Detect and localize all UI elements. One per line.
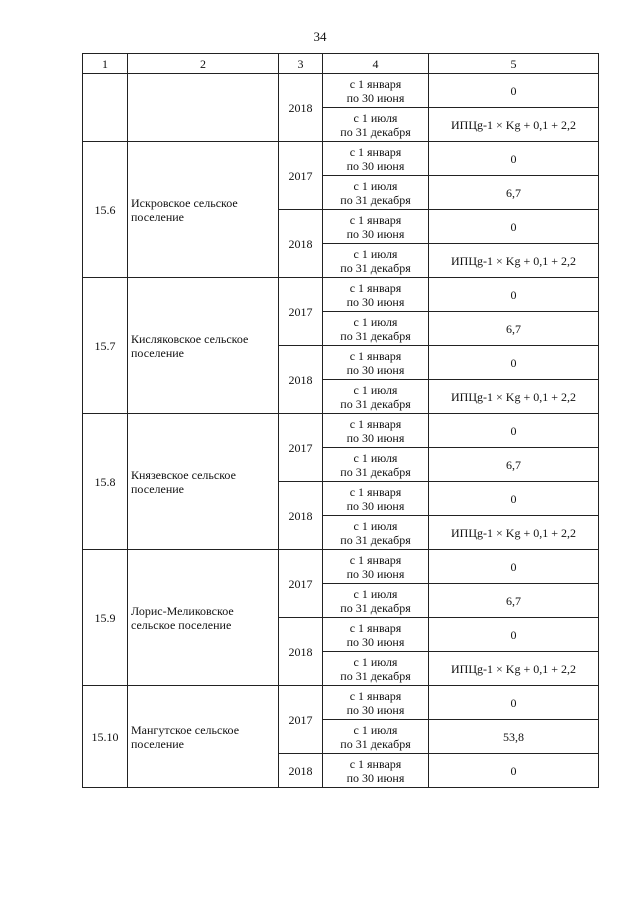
period-start-text: с 1 июля [353, 586, 398, 601]
period-start-text: с 1 января [349, 756, 402, 771]
period-cell [323, 312, 429, 346]
period-end-text: по 31 декабря [340, 124, 411, 139]
value-cell: ИПЦg-1 × Kg + 0,1 + 2,2 [429, 652, 599, 686]
period-start-text: с 1 января [349, 688, 402, 703]
period-end-text: по 30 июня [346, 158, 405, 173]
period-end-text: по 30 июня [346, 566, 405, 581]
column-header: 3 [279, 54, 323, 74]
year-cell: 2017 [279, 142, 323, 210]
settlement-number-cell: 15.6 [83, 142, 128, 278]
period-end-text: по 30 июня [346, 90, 405, 105]
value-cell: 0 [429, 618, 599, 652]
value-cell: ИПЦg-1 × Kg + 0,1 + 2,2 [429, 380, 599, 414]
period-start-text: с 1 июля [353, 722, 398, 737]
year-cell: 2018 [279, 346, 323, 414]
settlement-name-cell: Князевское сельское поселение [128, 414, 279, 550]
period-end-text: по 30 июня [346, 634, 405, 649]
settlement-name-cell: Мангутское сельское поселение [128, 686, 279, 788]
value-cell: ИПЦg-1 × Kg + 0,1 + 2,2 [429, 516, 599, 550]
column-header: 2 [128, 54, 279, 74]
period-end-text: по 31 декабря [340, 600, 411, 615]
table-row [83, 278, 599, 312]
period-start-text: с 1 января [349, 552, 402, 567]
column-header: 1 [83, 54, 128, 74]
settlement-name-cell: Искровское сельское поселение [128, 142, 279, 278]
settlement-number-cell: 15.8 [83, 414, 128, 550]
period-cell [323, 618, 429, 652]
settlement-name-cell: Кисляковское сельское поселение [128, 278, 279, 414]
value-cell: 6,7 [429, 312, 599, 346]
settlement-number-cell: 15.10 [83, 686, 128, 788]
period-cell [323, 482, 429, 516]
period-start-text: с 1 января [349, 416, 402, 431]
period-start-text: с 1 июля [353, 314, 398, 329]
settlement-number-cell: 15.7 [83, 278, 128, 414]
period-end-text: по 31 декабря [340, 328, 411, 343]
period-cell [323, 414, 429, 448]
year-cell: 2018 [279, 210, 323, 278]
table-body [83, 74, 599, 788]
value-cell: 0 [429, 278, 599, 312]
period-cell [323, 584, 429, 618]
period-start-text: с 1 января [349, 144, 402, 159]
value-cell: 0 [429, 686, 599, 720]
period-cell [323, 686, 429, 720]
period-start-text: с 1 июля [353, 654, 398, 669]
value-cell: ИПЦg-1 × Kg + 0,1 + 2,2 [429, 108, 599, 142]
period-start-text: с 1 января [349, 212, 402, 227]
period-end-text: по 31 декабря [340, 668, 411, 683]
period-end-text: по 31 декабря [340, 532, 411, 547]
value-cell: 0 [429, 550, 599, 584]
period-start-text: с 1 января [349, 76, 402, 91]
period-start-text: с 1 июля [353, 518, 398, 533]
settlement-number-cell [83, 74, 128, 142]
period-start-text: с 1 июля [353, 110, 398, 125]
period-cell [323, 754, 429, 788]
period-cell [323, 278, 429, 312]
period-end-text: по 31 декабря [340, 192, 411, 207]
tariff-table [82, 53, 599, 788]
period-start-text: с 1 июля [353, 178, 398, 193]
period-start-text: с 1 июля [353, 382, 398, 397]
settlement-name-cell: Лорис-Меликовское сельское поселение [128, 550, 279, 686]
period-cell [323, 550, 429, 584]
period-end-text: по 30 июня [346, 702, 405, 717]
settlement-name-cell [128, 74, 279, 142]
period-start-text: с 1 января [349, 280, 402, 295]
period-cell [323, 720, 429, 754]
period-end-text: по 30 июня [346, 226, 405, 241]
value-cell: 0 [429, 414, 599, 448]
year-cell: 2017 [279, 278, 323, 346]
period-start-text: с 1 января [349, 348, 402, 363]
year-cell: 2018 [279, 482, 323, 550]
settlement-number-cell: 15.9 [83, 550, 128, 686]
value-cell: 0 [429, 754, 599, 788]
period-start-text: с 1 января [349, 620, 402, 635]
period-end-text: по 31 декабря [340, 260, 411, 275]
period-start-text: с 1 января [349, 484, 402, 499]
period-cell [323, 448, 429, 482]
period-end-text: по 31 декабря [340, 396, 411, 411]
year-cell: 2018 [279, 74, 323, 142]
period-end-text: по 30 июня [346, 362, 405, 377]
value-cell: 0 [429, 482, 599, 516]
period-start-text: с 1 июля [353, 246, 398, 261]
period-end-text: по 31 декабря [340, 736, 411, 751]
value-cell: 6,7 [429, 584, 599, 618]
table-row [83, 142, 599, 176]
period-cell [323, 380, 429, 414]
value-cell: 0 [429, 74, 599, 108]
period-cell [323, 346, 429, 380]
year-cell: 2018 [279, 754, 323, 788]
table-row [83, 686, 599, 720]
table-header-row [83, 54, 599, 74]
period-cell [323, 74, 429, 108]
column-header: 5 [429, 54, 599, 74]
year-cell: 2017 [279, 414, 323, 482]
period-end-text: по 30 июня [346, 498, 405, 513]
period-start-text: с 1 июля [353, 450, 398, 465]
value-cell: 0 [429, 346, 599, 380]
value-cell: 6,7 [429, 176, 599, 210]
period-cell [323, 244, 429, 278]
period-end-text: по 30 июня [346, 430, 405, 445]
period-cell [323, 176, 429, 210]
period-cell [323, 516, 429, 550]
year-cell: 2018 [279, 618, 323, 686]
period-end-text: по 30 июня [346, 770, 405, 785]
year-cell: 2017 [279, 686, 323, 754]
period-cell [323, 142, 429, 176]
value-cell: 0 [429, 210, 599, 244]
value-cell: 0 [429, 142, 599, 176]
period-end-text: по 30 июня [346, 294, 405, 309]
year-cell: 2017 [279, 550, 323, 618]
period-cell [323, 652, 429, 686]
value-cell: 53,8 [429, 720, 599, 754]
value-cell: ИПЦg-1 × Kg + 0,1 + 2,2 [429, 244, 599, 278]
table-row [83, 414, 599, 448]
table-row [83, 550, 599, 584]
period-cell [323, 210, 429, 244]
table-row [83, 74, 599, 108]
period-end-text: по 31 декабря [340, 464, 411, 479]
period-cell [323, 108, 429, 142]
column-header: 4 [323, 54, 429, 74]
value-cell: 6,7 [429, 448, 599, 482]
page-number: 34 [313, 29, 327, 44]
